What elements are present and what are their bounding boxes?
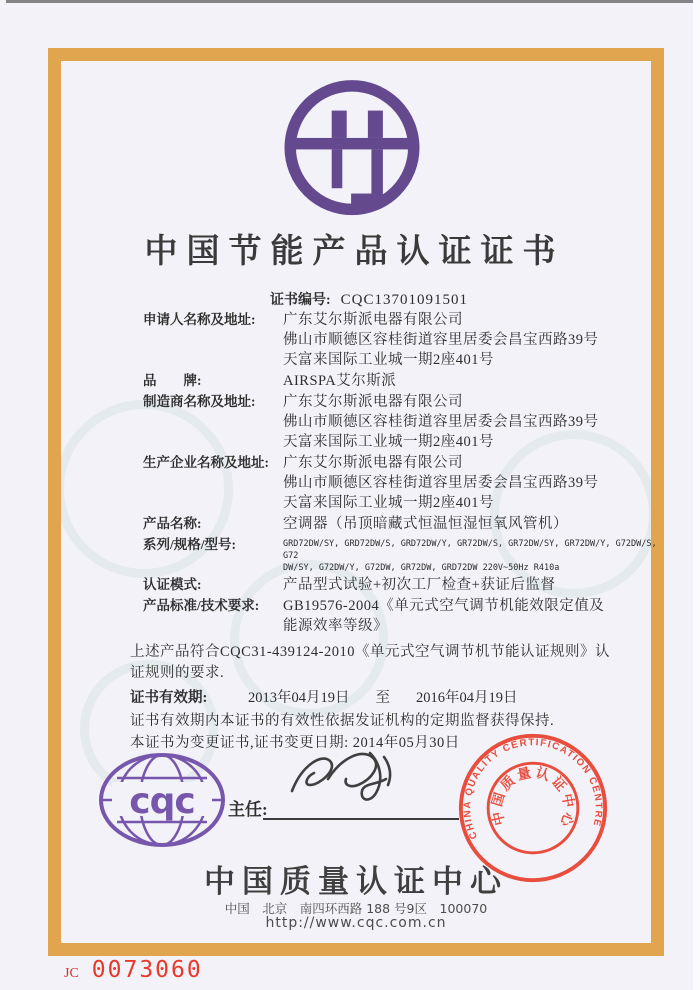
- field-value: [283, 310, 658, 370]
- validity-to-date: 2016年04月19日: [416, 690, 518, 706]
- value-line: DW/SY, G72DW/Y, G72DW, GR72DW, GRD72DW 220V~50Hz R410a: [283, 563, 560, 573]
- field-standard: [130, 596, 658, 636]
- validity-line: [130, 687, 658, 710]
- field-label: 品 牌:: [143, 373, 202, 388]
- field-manufacturer: [130, 392, 658, 452]
- compliance-line: 证规则的要求.: [130, 665, 225, 681]
- value-line: 佛山市顺德区容桂街道容里居委会昌宝西路39号: [283, 414, 599, 430]
- field-label: 生产企业名称及地址:: [143, 455, 269, 470]
- field-value: [283, 371, 658, 391]
- compliance-statement: [130, 642, 658, 684]
- validity-label: 证书有效期:: [130, 690, 208, 706]
- signature-line: [263, 818, 459, 820]
- value-line: 佛山市顺德区容桂街道容里居委会昌宝西路39号: [283, 332, 599, 348]
- seal-chinese-text: 中国质量认证中心: [489, 764, 577, 832]
- serial-prefix: JC: [64, 966, 79, 981]
- director-signature: [284, 745, 434, 813]
- value-line: 天富来国际工业城一期2座401号: [283, 434, 494, 450]
- cqc-globe-logo: [95, 750, 230, 850]
- certificate-number-label: 证书编号:: [270, 293, 331, 308]
- field-value: [283, 575, 658, 595]
- validity-separator: 至: [375, 690, 390, 706]
- field-applicant: [130, 310, 658, 370]
- compliance-line: 上述产品符合CQC31-439124-2010《单元式空气调节机节能认证规则》认: [130, 644, 610, 660]
- issuer-address: 中国 北京 南四环西路 188 号9区 100070: [224, 901, 488, 916]
- certificate-fields: [130, 310, 658, 754]
- value-line: 佛山市顺德区容桂街道容里居委会昌宝西路39号: [283, 475, 599, 491]
- field-label: 系列/规格/型号:: [143, 537, 236, 552]
- scan-right-edge: [693, 0, 700, 990]
- validity-from-date: 2013年04月19日: [248, 690, 350, 706]
- field-label: 申请人名称及地址:: [143, 312, 256, 327]
- value-line: 天富来国际工业城一期2座401号: [283, 495, 494, 511]
- field-value: [283, 392, 658, 452]
- field-value: [283, 535, 658, 574]
- field-brand: [130, 371, 658, 391]
- certificate-number-line: [270, 289, 468, 309]
- issuer-website: http://www.cqc.com.cn: [265, 915, 447, 931]
- field-label: 认证模式:: [143, 577, 202, 592]
- value-line: GB19576-2004《单元式空气调节机能效限定值及: [283, 598, 605, 614]
- value-line: 能源效率等级》: [283, 618, 388, 634]
- seal-english-text: CHINA QUALITY CERTIFICATION CENTRE: [462, 737, 604, 841]
- field-label: 制造商名称及地址:: [143, 394, 256, 409]
- value-line: AIRSPA艾尔斯派: [283, 373, 397, 389]
- field-product-name: [130, 514, 658, 534]
- field-value: [283, 514, 658, 534]
- field-label: 产品标准/技术要求:: [143, 598, 260, 613]
- certificate-number-value: CQC13701091501: [340, 292, 469, 308]
- issuer-name: 中国质量认证中心: [204, 864, 508, 900]
- field-factory: [130, 453, 658, 513]
- cqc-logo-text: cqc: [129, 781, 195, 822]
- maintenance-statement: 证书有效期内本证书的有效性依据发证机构的定期监督获得保持.: [130, 713, 555, 729]
- energy-saving-mark-icon: [272, 70, 432, 220]
- change-statement: 本证书为变更证书,证书变更日期: 2014年05月30日: [130, 735, 460, 751]
- field-value: [283, 453, 658, 513]
- field-label: 产品名称:: [143, 516, 202, 531]
- value-line: 产品型式试验+初次工厂检查+获证后监督: [283, 577, 556, 593]
- value-line: 空调器（吊顶暗藏式恒温恒湿恒氧风管机）: [283, 516, 568, 532]
- field-certification-mode: [130, 575, 658, 595]
- serial-number: [64, 957, 203, 983]
- value-line: 广东艾尔斯派电器有限公司: [283, 394, 463, 410]
- value-line: GRD72DW/SY, GRD72DW/S, GRD72DW/Y, GR72DW/S, GR72DW/SY, GR72DW/Y, G72DW/S, G72: [283, 539, 657, 561]
- field-value: [283, 596, 658, 636]
- director-label: 主任:: [228, 800, 268, 819]
- svg-text:CHINA QUALITY CERTIFICATION CE: [462, 737, 604, 841]
- value-line: 广东艾尔斯派电器有限公司: [283, 312, 463, 328]
- value-line: 广东艾尔斯派电器有限公司: [283, 455, 463, 471]
- value-line: 天富来国际工业城一期2座401号: [283, 352, 494, 368]
- field-models: [130, 535, 658, 574]
- certificate-title: 中国节能产品认证证书: [144, 231, 565, 270]
- scan-edge-artifact: [6, 0, 700, 3]
- svg-text:中国质量认证中心: [488, 764, 578, 832]
- serial-digits: 0073060: [91, 957, 203, 983]
